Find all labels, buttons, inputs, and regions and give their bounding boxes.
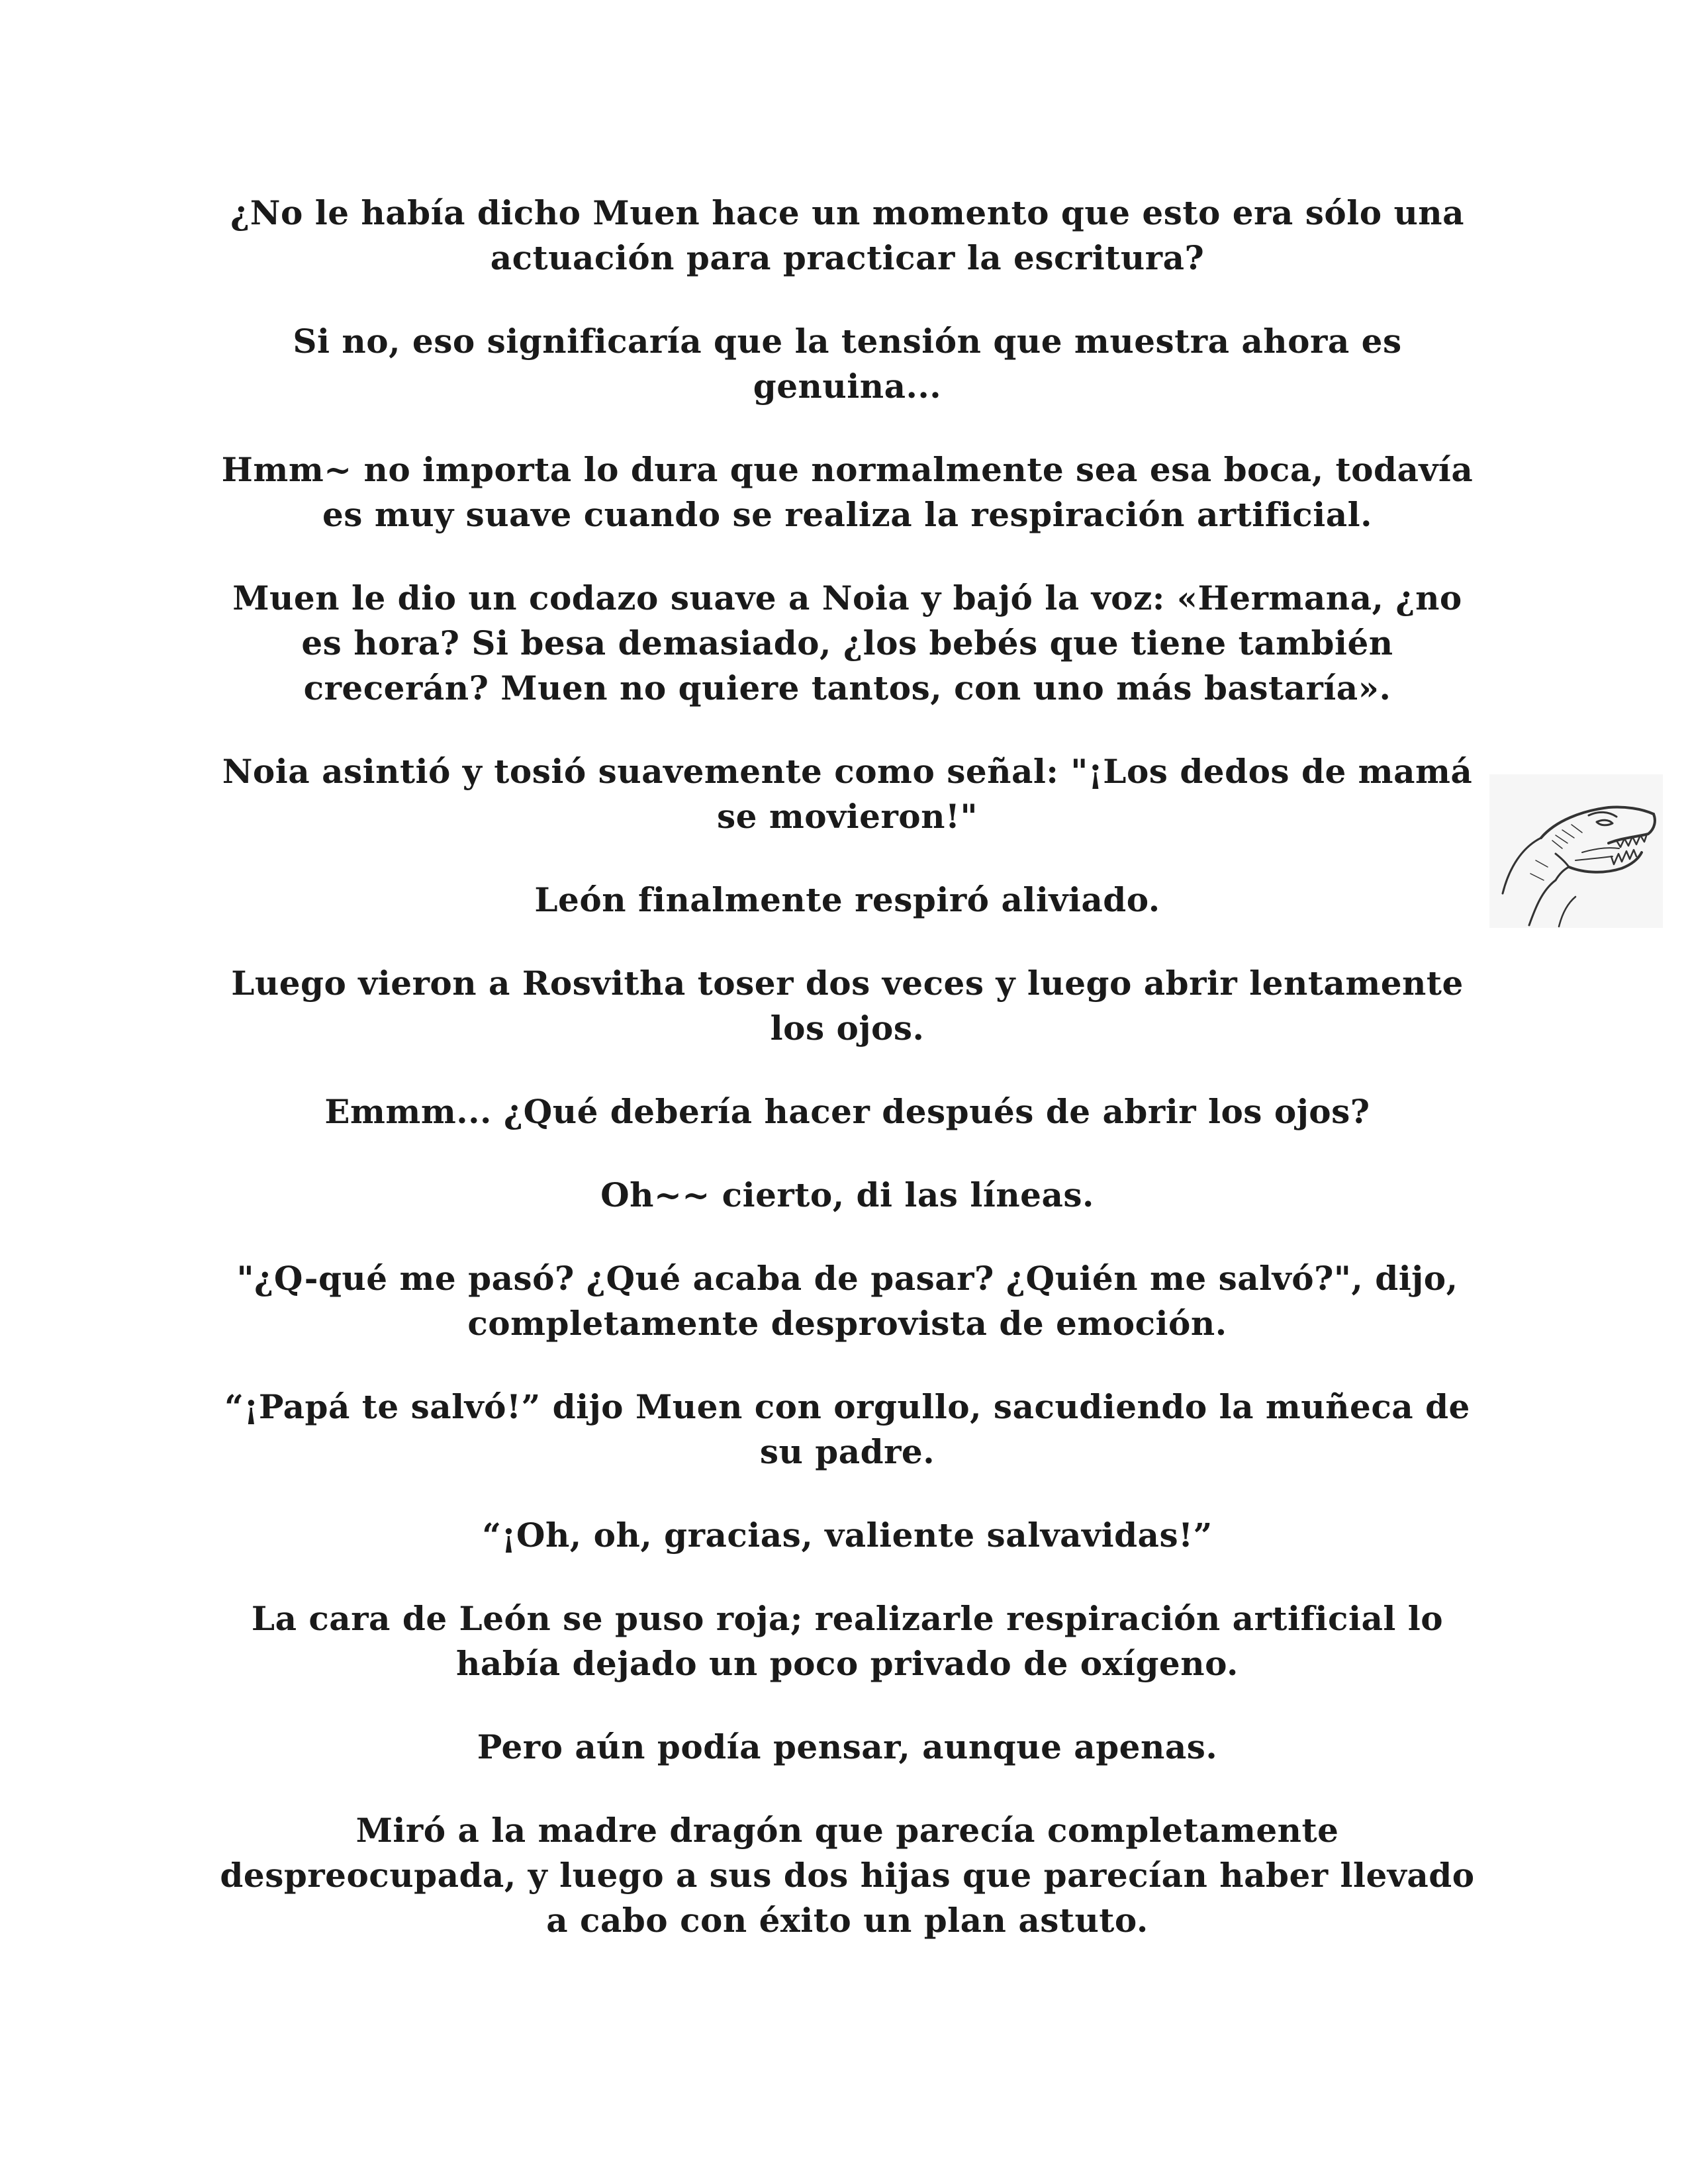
paragraph: “¡Oh, oh, gracias, valiente salvavidas!” — [482, 1516, 1213, 1555]
paragraph: ¿No le había dicho Muen hace un momento que esto era sólo una actuación para practicar la escritura? — [230, 193, 1465, 277]
paragraph: La cara de León se puso roja; realizarle respiración artificial lo había dejado un poco privado de oxígeno. — [251, 1599, 1444, 1683]
paragraph: Oh~~ cierto, di las líneas. — [600, 1175, 1094, 1214]
paragraph: Si no, eso significaría que la tensión que muestra ahora es genuina... — [293, 322, 1402, 406]
paragraph: León finalmente respiró aliviado. — [534, 880, 1160, 919]
paragraph: Muen le dio un codazo suave a Noia y bajó la voz: «Hermana, ¿no es hora? Si besa demasiado, ¿los bebés que tiene también crecerán? Muen no quiere tantos, con uno más bastaría». — [232, 578, 1462, 707]
dragon-head-icon — [1489, 774, 1663, 928]
paragraph: Luego vieron a Rosvitha toser dos veces y luego abrir lentamente los ojos. — [231, 964, 1464, 1048]
story-text — [218, 191, 1476, 1981]
paragraph: Noia asintió y tosió suavemente como señal: "¡Los dedos de mamá se movieron!" — [222, 752, 1473, 836]
paragraph: Miró a la madre dragón que parecía completamente despreocupada, y luego a sus dos hijas que parecían haber llevado a cabo con éxito un plan astuto. — [220, 1811, 1475, 1940]
paragraph: "¿Q-qué me pasó? ¿Qué acaba de pasar? ¿Quién me salvó?", dijo, completamente desprovista de emoción. — [236, 1259, 1458, 1343]
paragraph: Pero aún podía pensar, aunque apenas. — [477, 1727, 1218, 1766]
paragraph: “¡Papá te salvó!” dijo Muen con orgullo, sacudiendo la muñeca de su padre. — [224, 1387, 1470, 1471]
paragraph: Emmm... ¿Qué debería hacer después de abrir los ojos? — [324, 1092, 1370, 1131]
paragraph: Hmm~ no importa lo dura que normalmente sea esa boca, todavía es muy suave cuando se realiza la respiración artificial. — [221, 450, 1474, 534]
